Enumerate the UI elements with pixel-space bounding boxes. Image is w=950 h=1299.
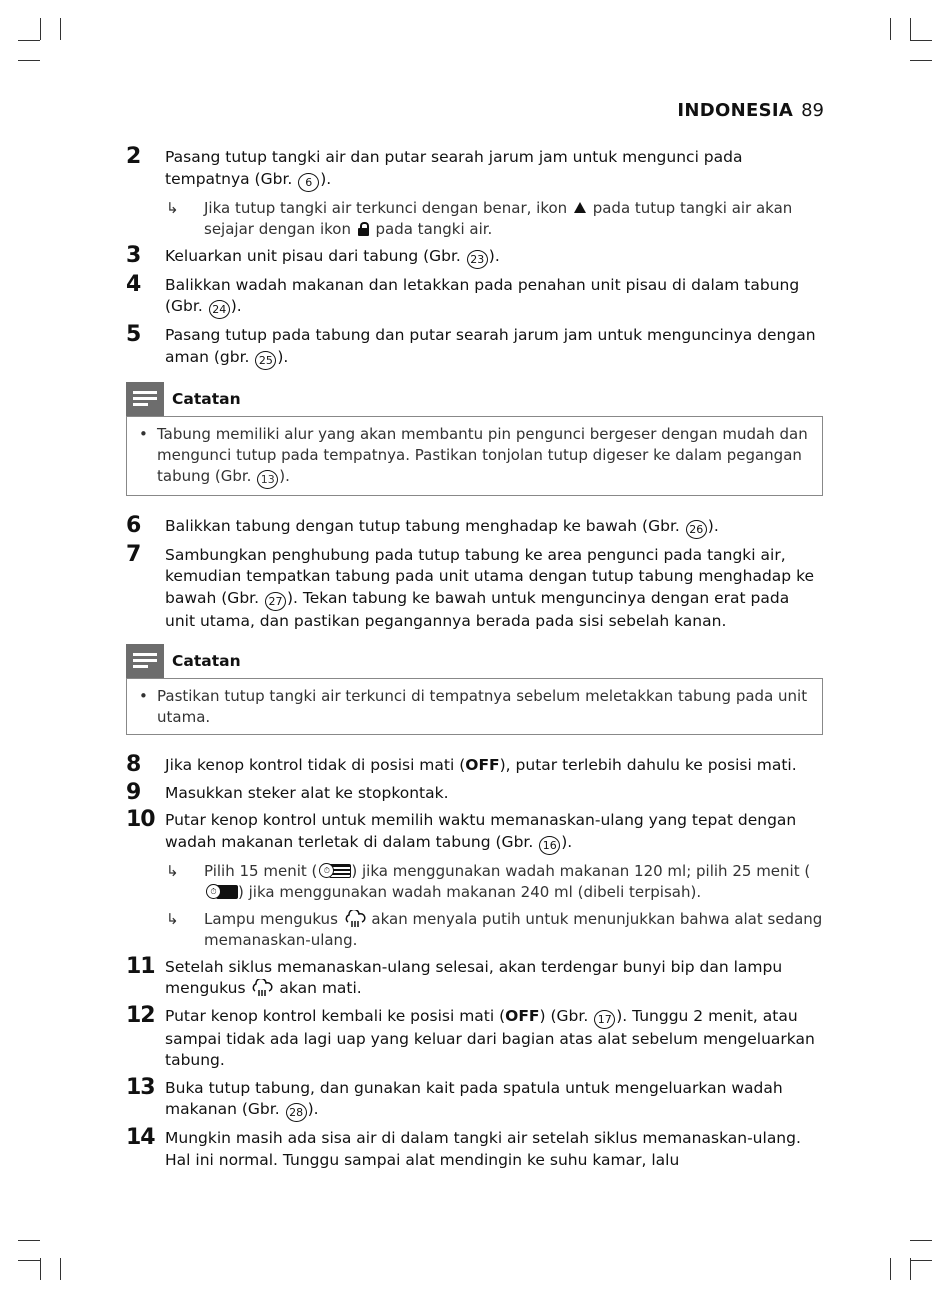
figure-ref: 13 [257,470,278,489]
lock-icon [358,222,369,236]
step-12 [126,1002,823,1072]
result-text: pada tutup tangki air akan sejajar dengan ikon [204,198,793,238]
note-title: Catatan [172,389,241,408]
step-10-result-1 [126,861,823,903]
step-7 [126,541,823,633]
off-keyword: OFF [465,756,500,774]
result-text: Pilih 15 menit ( [204,861,318,880]
crop-mark [910,1260,932,1261]
step-number: 6 [126,512,142,538]
step-number: 10 [126,807,155,832]
step-text: akan mati. [274,979,362,997]
step-text: ). [320,169,332,188]
step-text: Keluarkan unit pisau dari tabung (Gbr. [165,246,466,265]
step-text: Sambungkan penghubung pada tutup tabung ke area pengunci pada tangki air, kemudian tempatkan tabung pada unit utama dengan tutup tabung menghadap ke bawah (Gbr. [165,545,815,607]
crop-mark [40,18,41,40]
crop-mark [910,1240,932,1241]
figure-ref: 26 [686,520,707,539]
triangle-icon [574,202,586,213]
crop-mark [910,60,932,61]
crop-mark [40,1258,41,1280]
bullet: • [139,687,148,705]
note-header [126,382,823,416]
crop-mark [890,18,891,40]
steam-icon [250,979,274,997]
result-arrow-icon: ↳ [166,861,179,880]
step-10 [126,807,823,855]
step-5 [126,322,823,370]
figure-ref: 24 [209,300,230,319]
page-header [677,100,824,121]
step-number: 8 [126,752,142,777]
figure-ref: 6 [298,173,319,192]
step-number: 12 [126,1002,155,1028]
crop-mark [60,18,61,40]
step-text: ), putar terlebih dahulu ke posisi mati. [499,756,797,774]
step-text: Pasang tutup tangki air dan putar searah jarum jam untuk mengunci pada tempatnya (Gbr. [165,148,743,188]
note-header [126,644,823,678]
note-icon [126,382,164,416]
step-text: Jika kenop kontrol tidak di posisi mati ( [165,756,466,774]
header-language: INDONESIA [677,100,794,121]
note-text: Pastikan tutup tangki air terkunci di tempatnya sebelum meletakkan tabung pada unit utama. [157,687,808,726]
instructions [126,144,823,1177]
figure-ref: 17 [594,1010,615,1029]
note-text: ). [279,466,290,485]
note-title: Catatan [172,652,241,670]
result-arrow-icon: ↳ [166,198,179,217]
crop-mark [18,1260,40,1261]
step-10-result-2 [126,909,823,951]
figure-ref: 25 [255,351,276,370]
crop-mark [910,1258,911,1280]
step-text: ). [307,1100,319,1118]
timer-25-icon: ⏱ [204,883,238,901]
step-number: 9 [126,779,142,805]
result-text: akan menyala putih untuk menunjukkan bahwa alat sedang memanaskan-ulang. [204,909,823,949]
page-number: 89 [801,100,824,121]
result-text: pada tangki air. [370,219,493,238]
step-9 [126,779,823,805]
step-text: ). Tekan tabung ke bawah untuk menguncinya dengan erat pada unit utama, dan pastikan pegangannya berada pada sisi sebelah kanan. [165,588,790,630]
figure-ref: 27 [265,592,286,611]
step-text: ). [230,297,242,315]
bullet: • [139,424,148,443]
note-body [126,416,823,496]
step-number: 11 [126,953,155,979]
step-2-result [126,198,823,240]
step-8 [126,752,823,777]
crop-mark [60,1258,61,1280]
result-text: Jika tutup tangki air terkunci dengan benar, ikon [204,198,572,217]
step-11 [126,953,823,1000]
step-text: ). [561,832,573,851]
note-text: Tabung memiliki alur yang akan membantu pin pengunci bergeser dengan mudah dan mengunci tutup pada tempatnya. Pastikan tonjolan tutup digeser ke dalam pegangan tabung (Gbr. [157,424,808,485]
result-text: ) jika menggunakan wadah makanan 240 ml (dibeli terpisah). [238,882,702,901]
step-number: 13 [126,1074,155,1100]
step-3 [126,242,823,269]
step-number: 5 [126,322,142,347]
step-2 [126,144,823,192]
step-13 [126,1074,823,1123]
step-text: Buka tutup tabung, dan gunakan kait pada spatula untuk mengeluarkan wadah makanan (Gbr. [165,1078,783,1118]
figure-ref: 23 [467,250,488,269]
off-keyword: OFF [505,1006,540,1025]
step-text: Putar kenop kontrol untuk memilih waktu memanaskan-ulang yang tepat dengan wadah makanan terletak di dalam tabung (Gbr. [165,811,797,851]
figure-ref: 28 [286,1103,307,1122]
result-text: Lampu mengukus [204,909,343,928]
step-text: ) (Gbr. [539,1006,594,1025]
step-text: Mungkin masih ada sisa air di dalam tangki air setelah siklus memanaskan-ulang. Hal ini normal. Tunggu sampai alat mendingin ke suhu kamar, lalu [165,1129,801,1169]
step-number: 7 [126,541,142,567]
crop-mark [910,18,911,40]
result-text: ) jika menggunakan wadah makanan 120 ml; pilih 25 menit ( [351,861,811,880]
step-6 [126,512,823,539]
crop-mark [18,1240,40,1241]
note-2 [126,644,823,735]
note-1 [126,382,823,496]
step-text: Masukkan steker alat ke stopkontak. [165,783,449,802]
step-number: 3 [126,242,142,268]
timer-15-icon: ⏱ [317,862,351,880]
note-icon [126,644,164,678]
crop-mark [18,40,40,41]
step-number: 2 [126,144,142,169]
step-text: Setelah siklus memanaskan-ulang selesai, akan terdengar bunyi bip dan lampu mengukus [165,957,783,997]
note-body [126,678,823,735]
crop-mark [910,40,932,41]
step-text: Putar kenop kontrol kembali ke posisi mati ( [165,1006,506,1025]
step-text: ). [277,347,289,366]
step-text: ). [707,516,719,535]
step-number: 4 [126,271,142,297]
crop-mark [890,1258,891,1280]
step-14 [126,1125,823,1171]
step-number: 14 [126,1125,155,1150]
crop-mark [18,60,40,61]
step-text: ). Tunggu 2 menit, atau sampai tidak ada lagi uap yang keluar dari bagian atas alat sebelum mengeluarkan tabung. [165,1006,815,1069]
step-text: Pasang tutup pada tabung dan putar searah jarum jam untuk menguncinya dengan aman (gbr. [165,326,816,366]
result-arrow-icon: ↳ [166,909,179,928]
steam-icon [343,910,367,928]
step-4 [126,271,823,320]
step-text: Balikkan tabung dengan tutup tabung menghadap ke bawah (Gbr. [165,516,685,535]
figure-ref: 16 [539,836,560,855]
step-text: ). [488,246,500,265]
step-text: Balikkan wadah makanan dan letakkan pada penahan unit pisau di dalam tabung (Gbr. [165,275,800,315]
